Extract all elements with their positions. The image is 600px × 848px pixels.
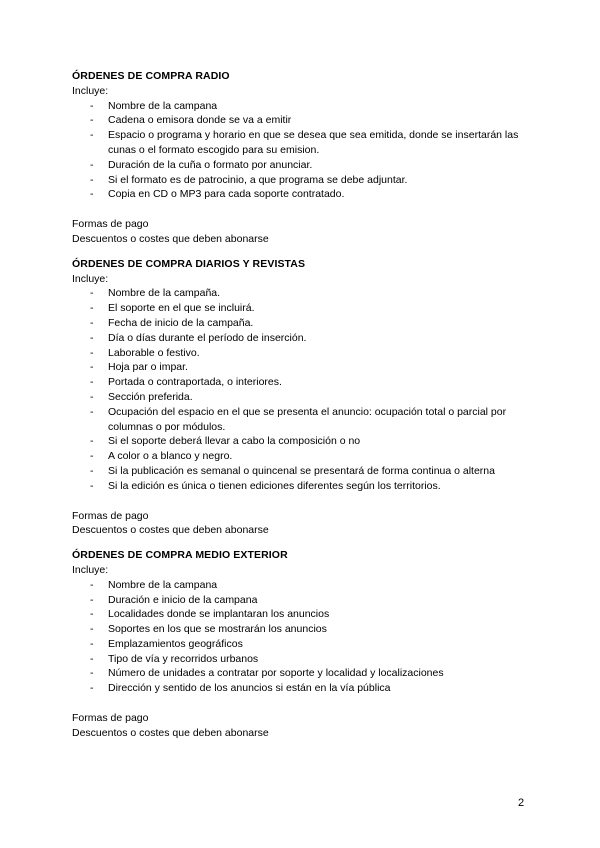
list-item xyxy=(72,607,542,622)
list-item-text: Si la publicación es semanal o quincenal se presentará de forma continua o alterna xyxy=(108,464,495,477)
section-heading: ÓRDENES DE COMPRA RADIO xyxy=(72,70,230,82)
dash-bullet: - xyxy=(90,346,94,359)
dash-bullet: - xyxy=(90,637,94,650)
dash-bullet: - xyxy=(90,114,94,127)
list-item xyxy=(72,301,542,316)
dash-bullet: - xyxy=(90,316,94,329)
list-item xyxy=(72,286,542,301)
list-item xyxy=(72,316,542,331)
payment-block xyxy=(72,509,542,539)
list-item xyxy=(72,652,542,667)
payment-label: Formas de pago xyxy=(72,712,149,725)
list-item-text: Tipo de vía y recorridos urbanos xyxy=(108,652,259,665)
list-item-text: Duración e inicio de la campana xyxy=(108,593,258,606)
list-item xyxy=(72,666,542,681)
list-item xyxy=(72,375,542,390)
dash-bullet: - xyxy=(90,331,94,344)
list-item-text: El soporte en el que se incluirá. xyxy=(108,302,255,315)
list-item-text: Si el formato es de patrocinio, a que programa se debe adjuntar. xyxy=(108,173,408,186)
list-item xyxy=(72,479,542,494)
list-item-text: A color o a blanco y negro. xyxy=(108,450,233,463)
dash-bullet: - xyxy=(90,652,94,665)
list-item-text: Soportes en los que se mostrarán los anuncios xyxy=(108,623,327,636)
list-item-text: Copia en CD o MP3 para cada soporte contratado. xyxy=(108,188,345,201)
dash-bullet: - xyxy=(90,405,94,418)
list-item-text: Dirección y sentido de los anuncios si están en la vía pública xyxy=(108,682,391,695)
dash-bullet: - xyxy=(90,608,94,621)
list-item-text: Si la edición es única o tienen ediciones diferentes según los territorios. xyxy=(108,479,441,492)
list-item xyxy=(72,173,542,188)
list-item xyxy=(72,578,542,593)
list-item-text: Número de unidades a contratar por soporte y localidad y localizaciones xyxy=(108,667,444,680)
dash-bullet: - xyxy=(90,158,94,171)
item-list xyxy=(72,578,542,696)
dash-bullet: - xyxy=(90,623,94,636)
list-item xyxy=(72,331,542,346)
list-item xyxy=(72,405,542,435)
section-heading: ÓRDENES DE COMPRA DIARIOS Y REVISTAS xyxy=(72,257,306,270)
costs-label: Descuentos o costes que deben abonarse xyxy=(72,726,269,739)
list-item xyxy=(72,128,542,158)
list-item xyxy=(72,113,542,128)
list-item-text: Hoja par o impar. xyxy=(108,361,188,374)
dash-bullet: - xyxy=(90,667,94,680)
costs-label: Descuentos o costes que deben abonarse xyxy=(72,524,269,537)
dash-bullet: - xyxy=(90,682,94,695)
page-number: 2 xyxy=(518,797,525,809)
section-intro: Incluye: xyxy=(72,84,109,97)
payment-label: Formas de pago xyxy=(72,509,149,522)
list-item-text: Portada o contraportada, o interiores. xyxy=(108,376,282,389)
list-item xyxy=(72,390,542,405)
list-item xyxy=(72,622,542,637)
section-press xyxy=(72,257,542,538)
list-item-text: Si el soporte deberá llevar a cabo la composición o no xyxy=(108,435,361,448)
list-item-text: Día o días durante el período de inserción. xyxy=(108,331,307,344)
dash-bullet: - xyxy=(90,450,94,463)
list-item xyxy=(72,99,542,114)
list-item-text: Laborable o festivo. xyxy=(108,346,200,359)
list-item-text: Localidades donde se implantaran los anuncios xyxy=(108,608,330,621)
list-item xyxy=(72,637,542,652)
list-item xyxy=(72,434,542,449)
item-list xyxy=(72,99,542,203)
dash-bullet: - xyxy=(90,173,94,186)
section-radio xyxy=(72,69,542,247)
list-item-text: Sección preferida. xyxy=(108,390,193,403)
list-item-text: Espacio o programa y horario en que se desea que sea emitida, donde se insertarán las cunas o el formato escogido para su emision. xyxy=(108,129,519,156)
dash-bullet: - xyxy=(90,593,94,606)
dash-bullet: - xyxy=(90,464,94,477)
dash-bullet: - xyxy=(90,188,94,201)
dash-bullet: - xyxy=(90,129,94,142)
dash-bullet: - xyxy=(90,302,94,315)
dash-bullet: - xyxy=(90,390,94,403)
dash-bullet: - xyxy=(90,578,94,591)
list-item-text: Cadena o emisora donde se va a emitir xyxy=(108,114,292,127)
section-heading: ÓRDENES DE COMPRA MEDIO EXTERIOR xyxy=(72,549,288,562)
list-item xyxy=(72,346,542,361)
list-item xyxy=(72,187,542,202)
payment-block xyxy=(72,711,542,741)
dash-bullet: - xyxy=(90,99,94,112)
dash-bullet: - xyxy=(90,435,94,448)
dash-bullet: - xyxy=(90,287,94,300)
list-item-text: Nombre de la campaña. xyxy=(108,287,221,300)
list-item-text: Fecha de inicio de la campaña. xyxy=(108,316,254,329)
list-item-text: Emplazamientos geográficos xyxy=(108,637,243,650)
list-item xyxy=(72,681,542,696)
list-item-text: Nombre de la campana xyxy=(108,578,218,591)
section-outdoor xyxy=(72,548,542,741)
section-intro: Incluye: xyxy=(72,563,109,576)
item-list xyxy=(72,286,542,493)
dash-bullet: - xyxy=(90,479,94,492)
list-item xyxy=(72,593,542,608)
payment-block xyxy=(72,217,542,247)
list-item xyxy=(72,360,542,375)
list-item xyxy=(72,449,542,464)
costs-label: Descuentos o costes que deben abonarse xyxy=(72,232,269,245)
list-item xyxy=(72,158,542,173)
dash-bullet: - xyxy=(90,376,94,389)
list-item-text: Nombre de la campana xyxy=(108,99,218,112)
list-item-text: Duración de la cuña o formato por anunciar. xyxy=(108,158,313,171)
list-item xyxy=(72,464,542,479)
list-item-text: Ocupación del espacio en el que se presenta el anuncio: ocupación total o parcial por columnas o por módulos. xyxy=(108,405,507,433)
section-intro: Incluye: xyxy=(72,272,109,285)
dash-bullet: - xyxy=(90,361,94,374)
document-page xyxy=(72,69,542,741)
payment-label: Formas de pago xyxy=(72,218,149,231)
